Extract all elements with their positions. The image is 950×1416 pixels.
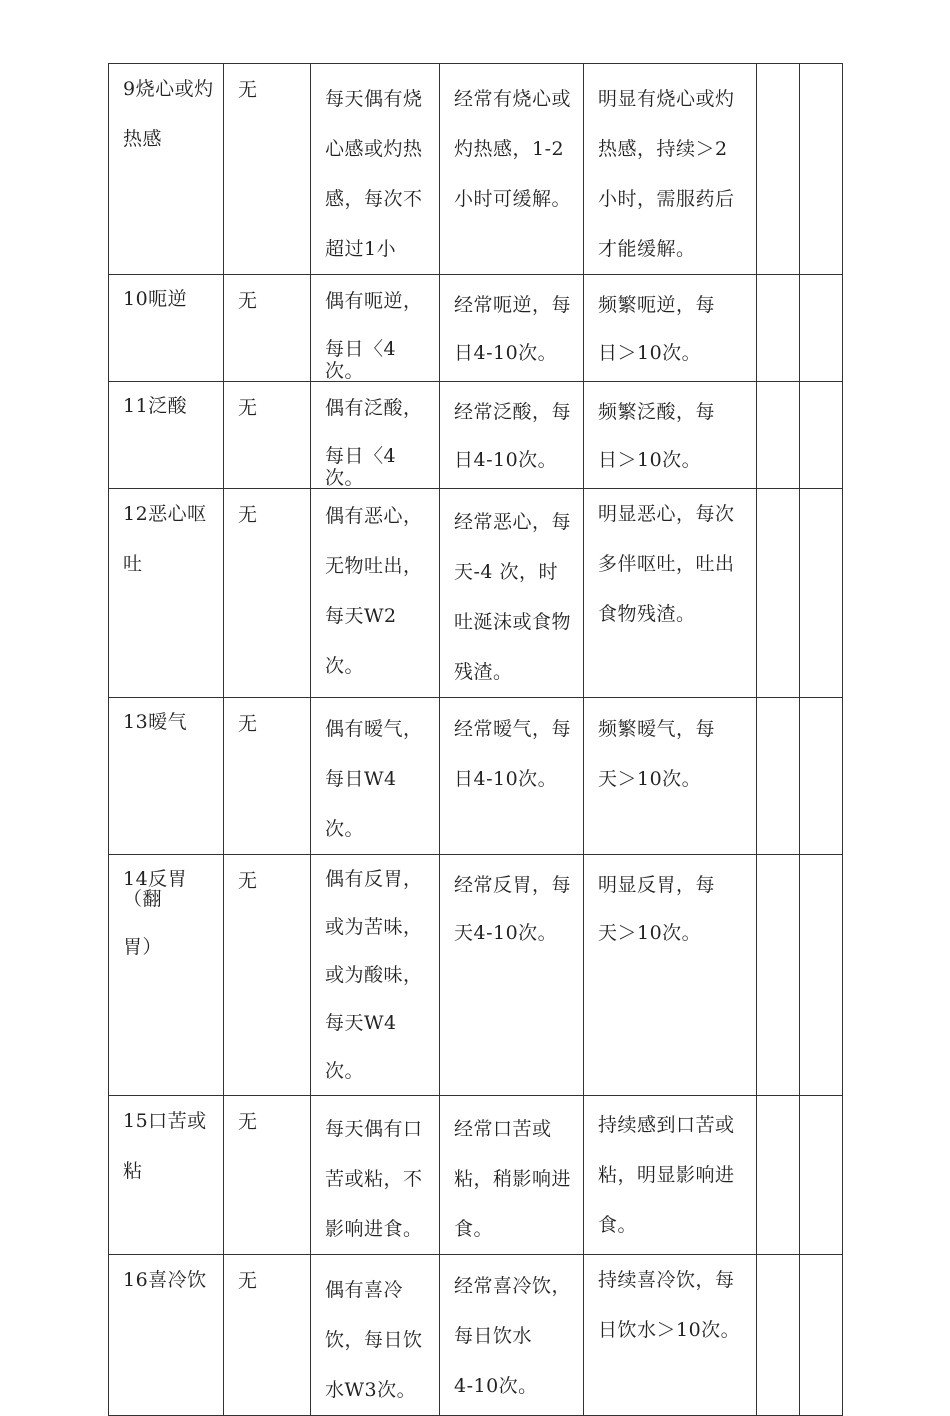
- score-mild-line: 每天偶有烧: [325, 88, 423, 110]
- score-moderate-line: 小时可缓解。: [454, 188, 572, 210]
- blank-score-cell[interactable]: [757, 1255, 800, 1416]
- score-severe-line: 明显有烧心或灼: [598, 88, 735, 110]
- symptom-item-line: 吐: [123, 553, 143, 575]
- score-severe-line: 热感，持续＞2: [598, 138, 728, 160]
- score-severe-line: 频繁泛酸，每: [598, 401, 716, 423]
- score-mild-line: 影响进食。: [325, 1218, 423, 1240]
- score-mild-line: 无物吐出，: [325, 555, 423, 577]
- score-moderate-line: 日4-10次。: [454, 449, 558, 471]
- symptom-item-cell: [109, 855, 224, 1096]
- blank-score-cell[interactable]: [757, 489, 800, 698]
- blank-score-cell[interactable]: [757, 698, 800, 855]
- symptom-item-line: 14反胃: [123, 868, 188, 890]
- score-moderate-line: 灼热感，1-2: [454, 138, 565, 160]
- score-severe-line: 明显反胃，每: [598, 874, 716, 896]
- score-moderate-cell: [440, 1096, 584, 1255]
- score-severe-line: 食。: [598, 1214, 638, 1236]
- symptom-item-line: 15口苦或: [123, 1110, 207, 1132]
- score-mild-cell: [311, 855, 440, 1096]
- score-none-line: 无: [238, 1270, 258, 1292]
- blank-score-cell[interactable]: [800, 1255, 843, 1416]
- symptom-item-cell: [109, 64, 224, 275]
- score-severe-cell: [584, 698, 757, 855]
- score-moderate-line: 4-10次。: [454, 1375, 538, 1397]
- score-moderate-cell: [440, 855, 584, 1096]
- score-severe-line: 多伴呕吐，吐出: [598, 553, 735, 575]
- score-mild-cell: [311, 64, 440, 275]
- blank-score-cell[interactable]: [757, 275, 800, 382]
- score-moderate-cell: [440, 382, 584, 489]
- score-severe-line: 小时，需服药后: [598, 188, 735, 210]
- score-mild-line: 偶有恶心，: [325, 505, 423, 527]
- score-moderate-line: 经常口苦或: [454, 1118, 552, 1140]
- score-none-cell: [224, 64, 311, 275]
- score-moderate-line: 经常反胃，每: [454, 874, 572, 896]
- blank-score-cell[interactable]: [757, 382, 800, 489]
- blank-score-cell[interactable]: [800, 698, 843, 855]
- symptom-item-line: 胃）: [123, 936, 163, 958]
- symptom-item-line: 9烧心或灼: [123, 78, 214, 100]
- score-mild-cell: [311, 382, 440, 489]
- score-severe-cell: [584, 489, 757, 698]
- score-mild-line: 或为苦味，: [325, 916, 423, 938]
- blank-score-cell[interactable]: [757, 1096, 800, 1255]
- score-moderate-cell: [440, 1255, 584, 1416]
- score-mild-line: 偶有暧气，: [325, 718, 423, 740]
- table-row: [109, 275, 843, 382]
- table-row: [109, 1255, 843, 1416]
- score-mild-cell: [311, 275, 440, 382]
- score-mild-line: 超过1小: [325, 238, 397, 260]
- score-moderate-line: 残渣。: [454, 661, 513, 683]
- score-moderate-line: 经常呃逆，每: [454, 294, 572, 316]
- score-moderate-line: 粘，稍影响进: [454, 1168, 572, 1190]
- score-mild-line: 偶有反胃，: [325, 868, 423, 890]
- table-row: [109, 64, 843, 275]
- score-mild-cell: [311, 1255, 440, 1416]
- score-none-cell: [224, 698, 311, 855]
- score-severe-cell: [584, 1255, 757, 1416]
- score-none-cell: [224, 1096, 311, 1255]
- score-severe-line: 才能缓解。: [598, 238, 696, 260]
- score-mild-line: 偶有喜冷: [325, 1279, 404, 1301]
- score-mild-cell: [311, 489, 440, 698]
- score-moderate-cell: [440, 275, 584, 382]
- score-none-cell: [224, 275, 311, 382]
- symptom-item-cell: [109, 382, 224, 489]
- score-severe-line: 粘，明显影响进: [598, 1164, 735, 1186]
- score-moderate-cell: [440, 64, 584, 275]
- blank-score-cell[interactable]: [757, 64, 800, 275]
- score-moderate-line: 日4-10次。: [454, 342, 558, 364]
- score-moderate-line: 经常恶心，每: [454, 511, 572, 533]
- table-row: [109, 1096, 843, 1255]
- symptom-item-line: 16喜冷饮: [123, 1269, 207, 1291]
- score-moderate-line: 食。: [454, 1218, 494, 1240]
- score-severe-cell: [584, 64, 757, 275]
- blank-score-cell[interactable]: [800, 489, 843, 698]
- score-mild-line: 感，每次不: [325, 188, 423, 210]
- blank-score-cell[interactable]: [800, 855, 843, 1096]
- blank-score-cell[interactable]: [800, 1096, 843, 1255]
- symptom-item-cell: [109, 489, 224, 698]
- symptom-item-cell: [109, 698, 224, 855]
- score-moderate-cell: [440, 698, 584, 855]
- table-row: [109, 382, 843, 489]
- blank-score-cell[interactable]: [800, 64, 843, 275]
- score-none-cell: [224, 489, 311, 698]
- score-mild-line: 或为酸味，: [325, 964, 423, 986]
- symptom-item-line: （翻: [123, 888, 163, 910]
- score-mild-line: 次。: [325, 467, 365, 489]
- blank-score-cell[interactable]: [800, 382, 843, 489]
- score-severe-line: 日＞10次。: [598, 449, 702, 471]
- symptom-scoring-table: [108, 63, 843, 1416]
- score-severe-line: 天＞10次。: [598, 768, 702, 790]
- symptom-item-cell: [109, 1096, 224, 1255]
- score-mild-line: 每天偶有口: [325, 1118, 423, 1140]
- score-moderate-line: 天4-10次。: [454, 922, 558, 944]
- table-row: [109, 855, 843, 1096]
- symptom-item-line: 粘: [123, 1160, 143, 1182]
- symptom-item-line: 热感: [123, 128, 163, 150]
- score-mild-line: 水W3次。: [325, 1379, 417, 1401]
- score-severe-cell: [584, 275, 757, 382]
- score-none-line: 无: [238, 713, 258, 735]
- score-mild-line: 每日W4次。: [325, 768, 397, 840]
- score-severe-line: 食物残渣。: [598, 603, 696, 625]
- score-none-line: 无: [238, 1111, 258, 1133]
- score-severe-cell: [584, 855, 757, 1096]
- score-severe-line: 持续喜冷饮，每: [598, 1269, 735, 1291]
- score-severe-line: 持续感到口苦或: [598, 1114, 735, 1136]
- symptom-item-line: 12恶心呕: [123, 503, 207, 525]
- score-mild-cell: [311, 1096, 440, 1255]
- score-mild-line: 每日〈4: [325, 445, 397, 467]
- score-moderate-line: 每日饮水: [454, 1325, 533, 1347]
- score-moderate-line: 经常泛酸，每: [454, 401, 572, 423]
- score-mild-line: 每天W4次。: [325, 1012, 397, 1082]
- symptom-item-line: 13暧气: [123, 711, 188, 733]
- score-mild-line: 偶有呃逆，: [325, 290, 423, 312]
- score-severe-line: 天＞10次。: [598, 922, 702, 944]
- score-none-line: 无: [238, 504, 258, 526]
- score-moderate-line: 经常喜冷饮，: [454, 1275, 572, 1297]
- score-none-line: 无: [238, 870, 258, 892]
- score-moderate-line: 吐涎沫或食物: [454, 611, 572, 633]
- score-mild-line: 次。: [325, 360, 365, 382]
- score-mild-line: 饮，每日饮: [325, 1329, 423, 1351]
- score-severe-line: 频繁暧气，每: [598, 718, 716, 740]
- symptom-item-line: 11泛酸: [123, 395, 188, 417]
- score-moderate-cell: [440, 489, 584, 698]
- score-none-line: 无: [238, 397, 258, 419]
- score-mild-cell: [311, 698, 440, 855]
- score-none-line: 无: [238, 290, 258, 312]
- blank-score-cell[interactable]: [757, 855, 800, 1096]
- table-body: [109, 64, 843, 1416]
- score-moderate-line: 经常有烧心或: [454, 88, 572, 110]
- score-severe-cell: [584, 382, 757, 489]
- score-severe-line: 明显恶心，每次: [598, 503, 735, 525]
- score-none-line: 无: [238, 79, 258, 101]
- score-mild-line: 偶有泛酸，: [325, 397, 423, 419]
- score-none-cell: [224, 855, 311, 1096]
- score-severe-cell: [584, 1096, 757, 1255]
- blank-score-cell[interactable]: [800, 275, 843, 382]
- score-none-cell: [224, 382, 311, 489]
- score-moderate-line: 天-4 次，时: [454, 561, 559, 583]
- score-moderate-line: 经常暧气，每: [454, 718, 572, 740]
- table-row: [109, 698, 843, 855]
- score-severe-line: 日＞10次。: [598, 342, 702, 364]
- symptom-item-cell: [109, 275, 224, 382]
- score-mild-line: 每日〈4: [325, 338, 397, 360]
- table-row: [109, 489, 843, 698]
- score-mild-line: 心感或灼热: [325, 138, 423, 160]
- symptom-item-line: 10呃逆: [123, 288, 188, 310]
- score-mild-line: 苦或粘，不: [325, 1168, 423, 1190]
- score-moderate-line: 日4-10次。: [454, 768, 558, 790]
- score-mild-line: 每天W2次。: [325, 605, 397, 677]
- score-severe-line: 频繁呃逆，每: [598, 294, 716, 316]
- score-none-cell: [224, 1255, 311, 1416]
- score-severe-line: 日饮水＞10次。: [598, 1319, 741, 1341]
- symptom-item-cell: [109, 1255, 224, 1416]
